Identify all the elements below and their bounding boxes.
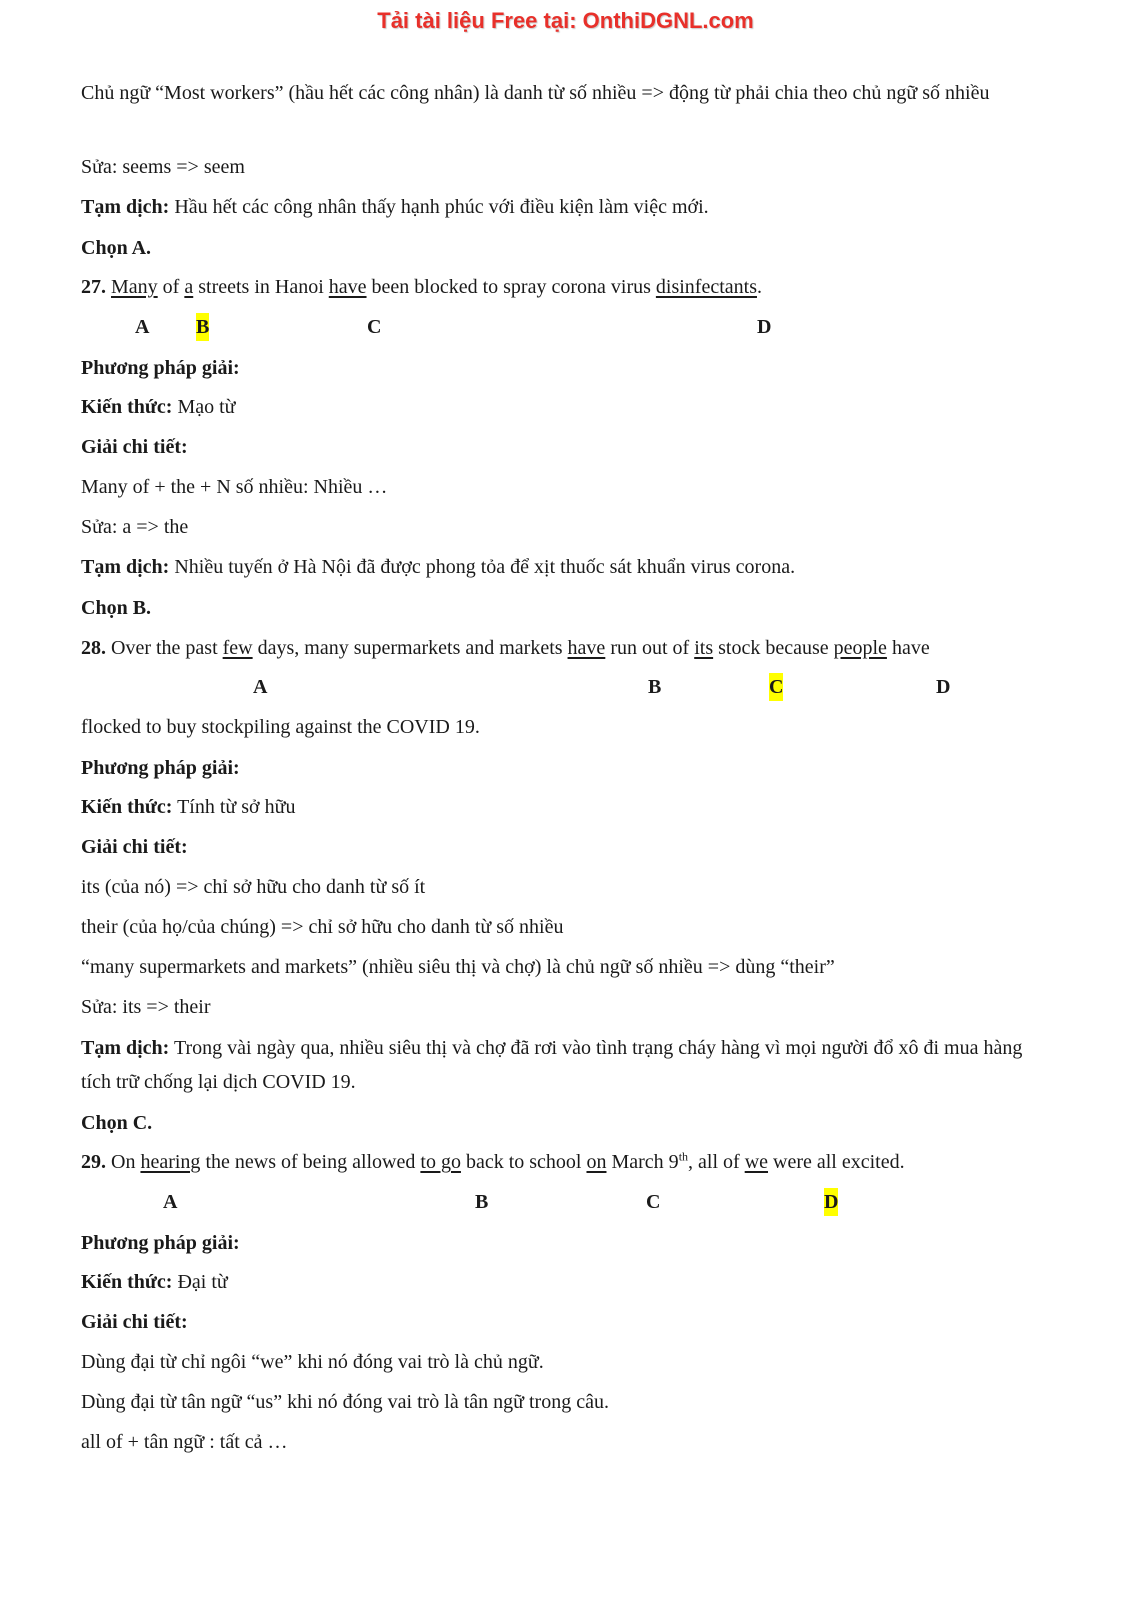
translation-label: Tạm dịch:: [81, 556, 170, 578]
q29-option-d-highlighted: D: [824, 1188, 838, 1216]
q29-detail-1: Dùng đại từ chỉ ngôi “we” khi nó đóng vai trò là chủ ngữ.: [81, 1351, 544, 1373]
q26-explanation: Chủ ngữ “Most workers” (hầu hết các công nhân) là danh từ số nhiều => động từ phải chia theo chủ ngữ số nhiều: [81, 82, 990, 104]
q28-detail-heading: Giải chi tiết:: [81, 836, 188, 858]
knowledge-label: Kiến thức:: [81, 396, 173, 418]
knowledge-text: Mạo từ: [172, 396, 236, 418]
q27-knowledge: [81, 393, 236, 421]
text: On: [106, 1151, 141, 1173]
q29-option-b: B: [475, 1191, 489, 1213]
site-banner[interactable]: Tải tài liệu Free tại: OnthiDGNL.com: [377, 8, 754, 33]
q29-detail-heading: Giải chi tiết:: [81, 1311, 188, 1333]
translation-label: Tạm dịch:: [81, 1037, 170, 1059]
translation-text: Nhiều tuyến ở Hà Nội đã được phong tỏa để xịt thuốc sát khuẩn virus corona.: [169, 556, 796, 578]
superscript: th: [678, 1149, 689, 1164]
underlined-b: a: [184, 276, 194, 298]
text: the news of being allowed: [200, 1151, 421, 1173]
q28-detail-2: their (của họ/của chúng) => chỉ sở hữu cho danh từ số nhiều: [81, 916, 564, 938]
q29-method-heading: Phương pháp giải:: [81, 1232, 240, 1254]
knowledge-label: Kiến thức:: [81, 796, 173, 818]
underlined-c: have: [328, 276, 367, 298]
underlined-c: on: [586, 1151, 607, 1173]
q27-translation: [81, 553, 795, 581]
q27-option-b-highlighted: B: [196, 313, 209, 341]
q27-detail-heading: Giải chi tiết:: [81, 436, 188, 458]
text: , all of: [688, 1151, 745, 1173]
q28-option-c-highlighted: C: [769, 673, 783, 701]
text: .: [756, 276, 762, 298]
text: stock because: [713, 637, 834, 659]
text: have: [886, 637, 930, 659]
knowledge-label: Kiến thức:: [81, 1271, 173, 1293]
question-number: 29.: [81, 1151, 106, 1173]
q28-option-d: D: [936, 676, 951, 698]
q28-detail-1: its (của nó) => chỉ sở hữu cho danh từ số ít: [81, 876, 426, 898]
q29-detail-3: all of + tân ngữ : tất cả …: [81, 1431, 288, 1453]
q28-translation: [81, 1031, 1051, 1099]
q28-option-a: A: [253, 676, 268, 698]
text: streets in Hanoi: [193, 276, 329, 298]
q27-method-heading: Phương pháp giải:: [81, 357, 240, 379]
q27-sentence: [81, 273, 762, 301]
q28-method-heading: Phương pháp giải:: [81, 757, 240, 779]
text: run out of: [605, 637, 695, 659]
q28-sentence-continued: flocked to buy stockpiling against the COVID 19.: [81, 716, 480, 738]
q28-option-b: B: [648, 676, 662, 698]
translation-text: Trong vài ngày qua, nhiều siêu thị và chợ đã rơi vào tình trạng cháy hàng vì mọi người đổ xô đi mua hàng tích trữ chống lại dịch COVID 19.: [81, 1037, 1023, 1093]
q29-sentence: [81, 1148, 905, 1176]
underlined-d: we: [744, 1151, 769, 1173]
q28-fix: Sửa: its => their: [81, 996, 211, 1018]
translation-label: Tạm dịch:: [81, 196, 170, 218]
underlined-a: hearing: [140, 1151, 201, 1173]
q28-knowledge: [81, 793, 295, 821]
q27-detail-1: Many of + the + N số nhiều: Nhiều …: [81, 476, 388, 498]
knowledge-text: Đại từ: [172, 1271, 228, 1293]
underlined-a: Many: [111, 276, 158, 298]
q27-option-c: C: [367, 316, 382, 338]
q28-answer: Chọn C.: [81, 1112, 153, 1134]
q26-fix: Sửa: seems => seem: [81, 156, 245, 178]
q29-option-c: C: [646, 1191, 661, 1213]
underlined-d: disinfectants: [655, 276, 757, 298]
text: of: [157, 276, 185, 298]
text: were all excited.: [768, 1151, 905, 1173]
q27-answer: Chọn B.: [81, 597, 152, 619]
q27-fix: Sửa: a => the: [81, 516, 189, 538]
q28-sentence: [81, 634, 930, 662]
question-number: 27.: [81, 276, 106, 298]
q29-option-a: A: [163, 1191, 178, 1213]
translation-text: Hầu hết các công nhân thấy hạnh phúc với điều kiện làm việc mới.: [169, 196, 709, 218]
q27-option-d: D: [757, 316, 772, 338]
underlined-b: have: [567, 637, 606, 659]
text: March 9: [606, 1151, 679, 1173]
text: Over the past: [106, 637, 223, 659]
underlined-b: to go: [420, 1151, 461, 1173]
knowledge-text: Tính từ sở hữu: [172, 796, 296, 818]
underlined-a: few: [222, 637, 253, 659]
q29-knowledge: [81, 1268, 228, 1296]
text: been blocked to spray corona virus: [366, 276, 656, 298]
underlined-c: its: [694, 637, 714, 659]
q29-detail-2: Dùng đại từ tân ngữ “us” khi nó đóng vai trò là tân ngữ trong câu.: [81, 1391, 609, 1413]
text: back to school: [460, 1151, 587, 1173]
question-number: 28.: [81, 637, 106, 659]
q28-detail-3: “many supermarkets and markets” (nhiều siêu thị và chợ) là chủ ngữ số nhiều => dùng “their”: [81, 956, 835, 978]
q26-translation: [81, 193, 709, 221]
underlined-d: people: [833, 637, 887, 659]
q27-option-a: A: [135, 316, 150, 338]
q26-answer: Chọn A.: [81, 237, 152, 259]
text: days, many supermarkets and markets: [252, 637, 568, 659]
